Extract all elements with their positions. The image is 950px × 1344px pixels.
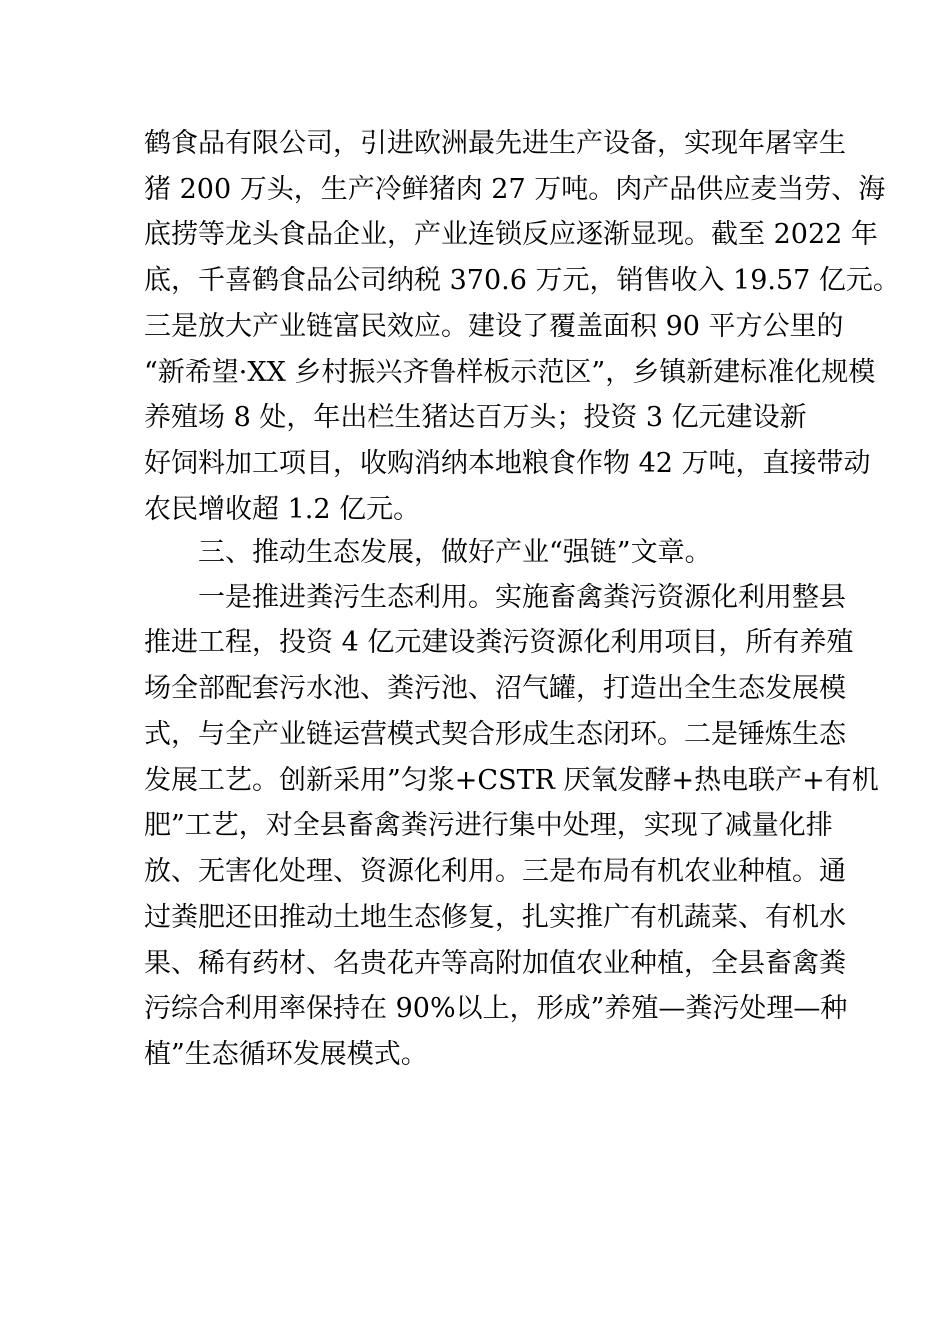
text-line: 放、无害化处理、资源化利用。三是布局有机农业种植。通 — [144, 856, 846, 887]
text-line: 三是放大产业链富民效应。建设了覆盖面积 90 平方公里的 — [144, 311, 844, 342]
text-line: “新希望·XX 乡村振兴齐鲁样板示范区”，乡镇新建标准化规模 — [144, 357, 876, 388]
text-line: 好饲料加工项目，收购消纳本地粮食作物 42 万吨，直接带动 — [144, 448, 871, 479]
text-line: 底，千喜鹤食品公司纳税 370.6 万元，销售收入 19.57 亿元。 — [144, 265, 900, 296]
text-line: 养殖场 8 处，年出栏生猪达百万头；投资 3 亿元建设新 — [144, 402, 807, 433]
text-line: 过粪肥还田推动土地生态修复，扎实推广有机蔬菜、有机水 — [144, 902, 846, 933]
text-line: 鹤食品有限公司，引进欧洲最先进生产设备，实现年屠宰生 — [144, 128, 846, 159]
text-line: 发展工艺。创新采用”匀浆+CSTR 厌氧发酵+热电联产+有机 — [144, 765, 879, 796]
text-line: 式，与全产业链运营模式契合形成生态闭环。二是锤炼生态 — [144, 719, 846, 750]
text-line: 肥”工艺，对全县畜禽粪污进行集中处理，实现了减量化排 — [144, 810, 833, 841]
section-heading: 三、推动生态发展，做好产业“强链”文章。 — [198, 537, 712, 568]
text-line: 污综合利用率保持在 90%以上，形成”养殖—粪污处理—种 — [144, 993, 848, 1024]
text-line: 底捞等龙头食品企业，产业连锁反应逐渐显现。截至 2022 年 — [144, 219, 878, 250]
text-line: 猪 200 万头，生产冷鲜猪肉 27 万吨。肉产品供应麦当劳、海 — [144, 174, 886, 205]
text-line: 果、稀有药材、名贵花卉等高附加值农业种植，全县畜禽粪 — [144, 948, 846, 979]
text-line: 植”生态循环发展模式。 — [144, 1039, 428, 1070]
text-line: 场全部配套污水池、粪污池、沼气罐，打造出全生态发展模 — [144, 673, 846, 704]
text-line: 一是推进粪污生态利用。实施畜禽粪污资源化利用整县 — [198, 582, 846, 613]
text-line: 推进工程，投资 4 亿元建设粪污资源化利用项目，所有养殖 — [144, 627, 854, 658]
text-line: 农民增收超 1.2 亿元。 — [144, 494, 421, 525]
